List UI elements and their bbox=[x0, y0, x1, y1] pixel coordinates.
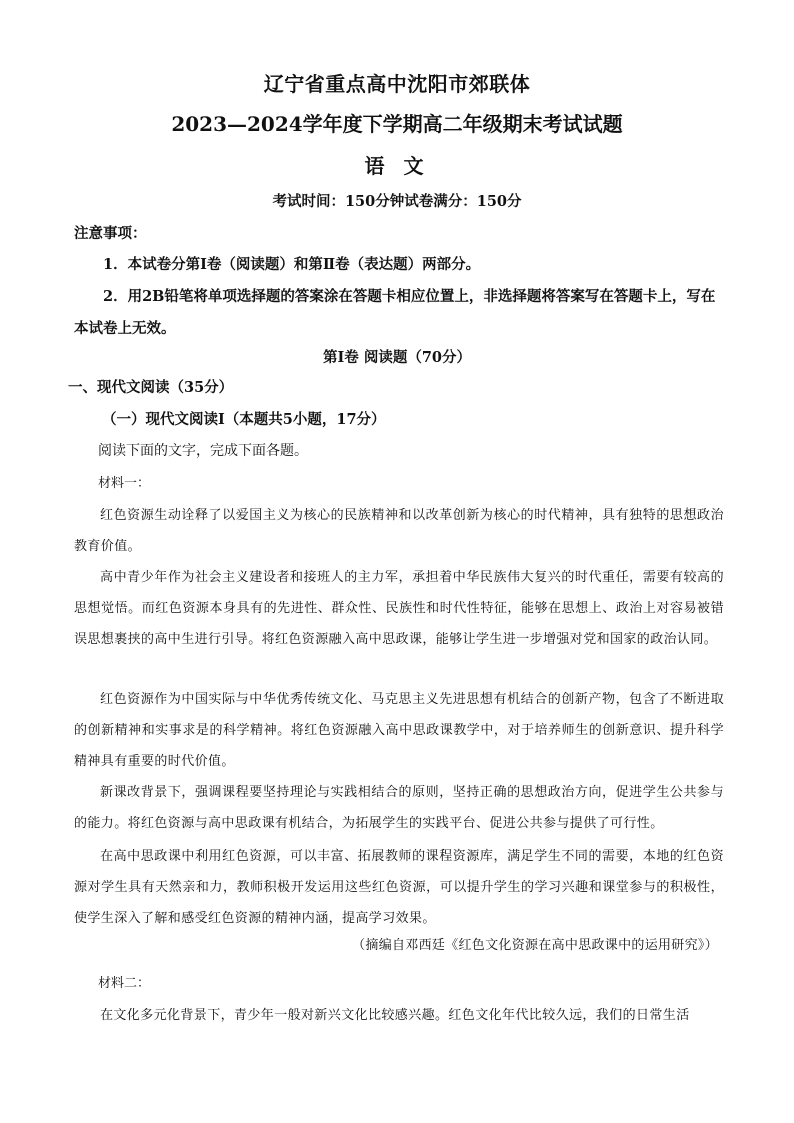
material-1-paragraph: 高中青少年作为社会主义建设者和接班人的主力军，承担着中华民族伟大复兴的时代重任，需要有较高的思想觉悟。而红色资源本身具有的先进性、群众性、民族性和时代性特征，能够在思想上、政治上对容易被错误思想裹挟的高中生进行引导。将红色资源融入高中思政课，能够让学生进一步增强对党和国家的政治认同。 bbox=[74, 570, 724, 647]
material-1-paragraph: 红色资源生动诠释了以爱国主义为核心的民族精神和以改革创新为核心的时代精神，具有独特的思想政治教育价值。 bbox=[74, 508, 724, 554]
exam-title-line2: 2023—2024学年度下学期高二年级期末考试试题 bbox=[171, 112, 623, 136]
subsection-heading: （一）现代文阅读Ⅰ（本题共5小题，17分） bbox=[102, 411, 386, 428]
material-2-paragraph: 在文化多元化背景下，青少年一般对新兴文化比较感兴趣。红色文化年代比较久远，我们的日常生活 bbox=[100, 1008, 690, 1023]
note-item-1: 1．本试卷分第Ⅰ卷（阅读题）和第Ⅱ卷（表达题）两部分。 bbox=[103, 256, 481, 273]
material-2-label: 材料二： bbox=[98, 976, 151, 991]
notes-title: 注意事项： bbox=[74, 225, 147, 242]
material-1-paragraph: 红色资源作为中国实际与中华优秀传统文化、马克思主义先进思想有机结合的创新产物，包含了不断进取的创新精神和实事求是的科学精神。将红色资源融入高中思政课教学中，对于培养师生的创新意识、提升科学精神具有重要的时代价值。 bbox=[74, 692, 724, 769]
section-heading: 一、现代文阅读（35分） bbox=[68, 379, 234, 396]
part-title: 第Ⅰ卷 阅读题（70分） bbox=[322, 349, 471, 366]
material-1-label: 材料一： bbox=[98, 476, 151, 491]
material-1-paragraph: 新课改背景下，强调课程要坚持理论与实践相结合的原则，坚持正确的思想政治方向，促进学生公共参与的能力。将红色资源与高中思政课有机结合，为拓展学生的实践平台、促进公共参与提供了可行性。 bbox=[74, 785, 724, 831]
subject-title: 语 文 bbox=[364, 154, 430, 178]
note-item-2: 2．用2B铅笔将单项选择题的答案涂在答题卡相应位置上，非选择题将答案写在答题卡上，写在本试卷上无效。 bbox=[74, 288, 716, 337]
material-1-paragraph: 在高中思政课中利用红色资源，可以丰富、拓展教师的课程资源库，满足学生不同的需要，本地的红色资源对学生具有天然亲和力，教师积极开发运用这些红色资源，可以提升学生的学习兴趣和课堂参与的积极性，使学生深入了解和感受红色资源的精神内涵，提高学习效果。 bbox=[74, 849, 724, 926]
material-1-source: （摘编自邓西廷《红色文化资源在高中思政课中的运用研究》） bbox=[352, 938, 718, 953]
exam-title-line1: 辽宁省重点高中沈阳市郊联体 bbox=[263, 72, 531, 96]
exam-info: 考试时间：150分钟试卷满分：150分 bbox=[272, 193, 522, 210]
reading-instruction: 阅读下面的文字，完成下面各题。 bbox=[98, 443, 308, 459]
